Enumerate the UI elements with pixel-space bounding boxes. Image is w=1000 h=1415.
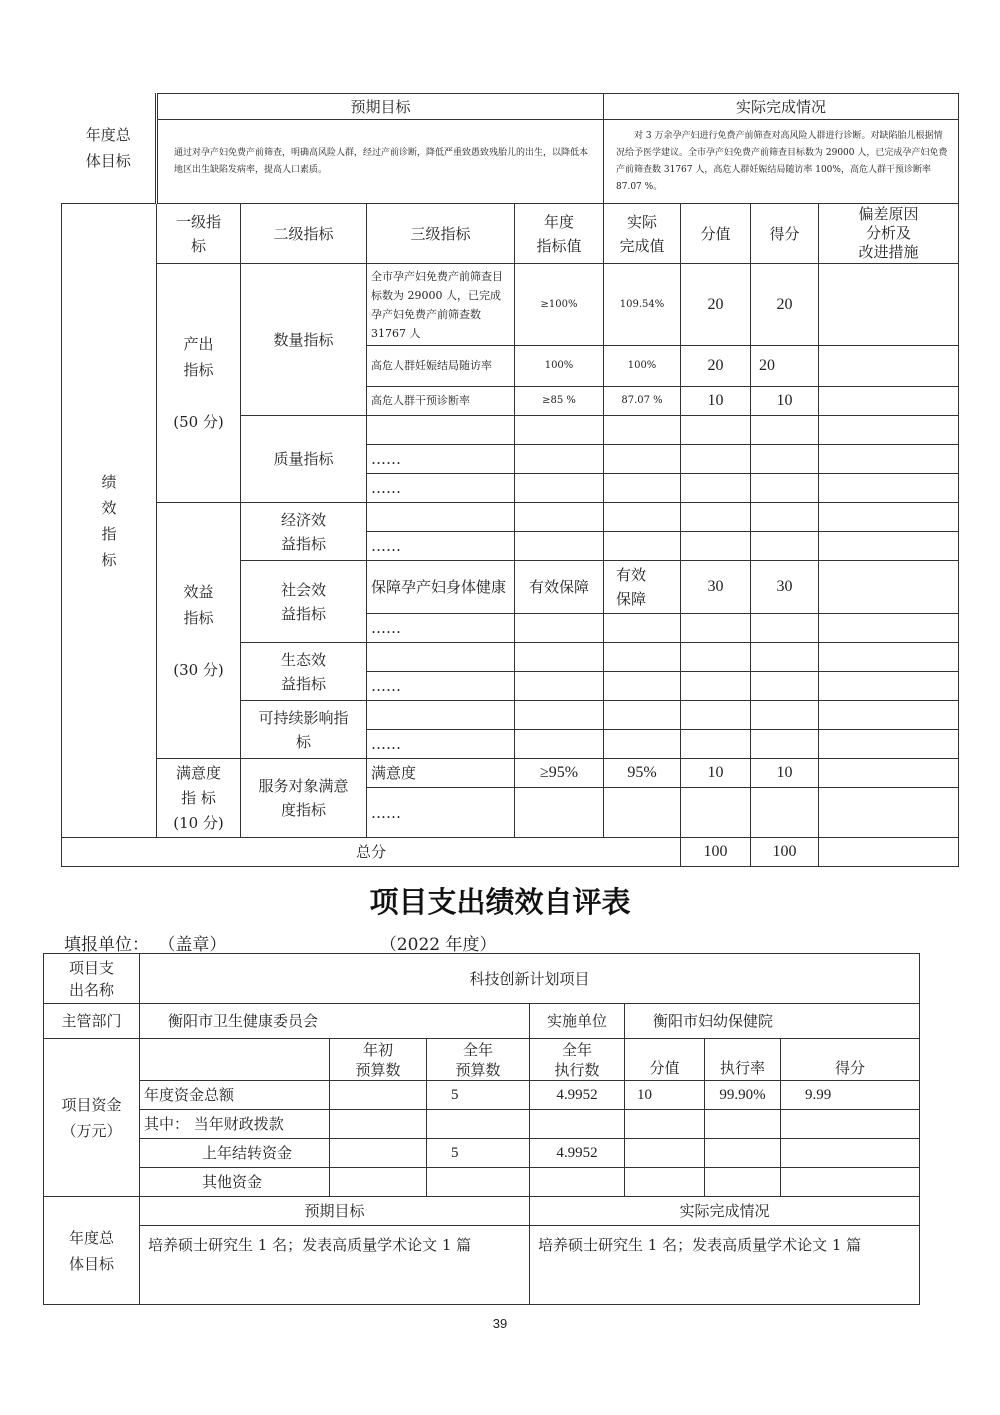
satisfy-score: 10 (681, 759, 751, 788)
row1-actual: 109.54% (604, 264, 681, 346)
total-fund-score: 10 (625, 1081, 705, 1110)
econ-label: 经济效 益指标 (241, 503, 367, 561)
impl-value: 衡阳市妇幼保健院 (625, 1004, 920, 1039)
total-got: 100 (751, 838, 819, 867)
fund-header-got: 得分 (781, 1039, 920, 1081)
header-level3: 三级指标 (367, 204, 515, 264)
satisfy-deviation (819, 759, 959, 788)
carry-annual: 5 (427, 1139, 530, 1168)
t2-goal-label: 年度总 体目标 (44, 1197, 140, 1305)
total-fund-rate: 99.90% (705, 1081, 781, 1110)
satisfy-got: 10 (751, 759, 819, 788)
social-score: 30 (681, 561, 751, 614)
t2-expected-text: 培养硕士研究生 1 名；发表高质量学术论文 1 篇 (140, 1226, 530, 1305)
fund-header-annual: 全年 预算数 (427, 1039, 530, 1081)
t2-actual-header: 实际完成情况 (530, 1197, 920, 1226)
goal-label: 年度总 体目标 (62, 94, 157, 204)
t2-actual-text: 培养硕士研究生 1 名；发表高质量学术论文 1 篇 (530, 1226, 920, 1305)
carry-label: 上年结转资金 (140, 1139, 330, 1168)
social-target: 有效保障 (515, 561, 604, 614)
fund-header-initial: 年初 预算数 (330, 1039, 427, 1081)
project-name-label: 项目支 出名称 (44, 954, 140, 1004)
total-fund-got: 9.99 (781, 1081, 920, 1110)
total-fund-initial (330, 1081, 427, 1110)
quality-label: 质量指标 (241, 416, 367, 503)
fund-header-executed: 全年 执行数 (530, 1039, 625, 1081)
satisfy-ellipsis: …… (367, 788, 515, 838)
sustain-ellipsis: …… (367, 730, 515, 759)
satisfy-indicator: 满意度 (367, 759, 515, 788)
row2-deviation (819, 346, 959, 387)
performance-table (61, 93, 959, 867)
total-label: 总分 (62, 838, 681, 867)
actual-header: 实际完成情况 (604, 94, 959, 120)
social-indicator: 保障孕产妇身体健康 (367, 561, 515, 614)
total-score: 100 (681, 838, 751, 867)
fill-line (64, 930, 496, 955)
carry-executed: 4.9952 (530, 1139, 625, 1168)
fund-header-rate: 执行率 (705, 1039, 781, 1081)
expected-header: 预期目标 (157, 94, 604, 120)
t2-expected-header: 预期目标 (140, 1197, 530, 1226)
header-got: 得分 (751, 204, 819, 264)
row1-indicator: 全市孕产妇免费产前筛查目标数为 29000 人，已完成孕产妇免费产前筛查数 31767 人 (367, 264, 515, 346)
row1-target: ≥100% (515, 264, 604, 346)
form-title: 项目支出绩效自评表 (369, 885, 631, 919)
dept-label: 主管部门 (44, 1004, 140, 1039)
row2-got: 20 (751, 346, 819, 387)
fund-header-score: 分值 (625, 1039, 705, 1081)
header-actual-value: 实际 完成值 (604, 204, 681, 264)
satisfy-group: 满意度 指 标 (10 分) (157, 759, 241, 838)
project-table (43, 953, 920, 1305)
row3-indicator: 高危人群干预诊断率 (367, 387, 515, 416)
total-fund-annual: 5 (427, 1081, 530, 1110)
qty-label: 数量指标 (241, 264, 367, 416)
header-score: 分值 (681, 204, 751, 264)
header-level2: 二级指标 (241, 204, 367, 264)
row2-actual: 100% (604, 346, 681, 387)
impl-label: 实施单位 (530, 1004, 625, 1039)
row3-got: 10 (751, 387, 819, 416)
total-fund-label: 年度资金总额 (140, 1081, 330, 1110)
row2-target: 100% (515, 346, 604, 387)
expected-text: 通过对孕产妇免费产前筛查，明确高风险人群，经过产前诊断，降低严重致愚致残胎儿的出生，以降低本地区出生缺陷发病率，提高人口素质。 (157, 120, 604, 204)
fiscal-label: 其中： 当年财政拨款 (140, 1110, 330, 1139)
actual-text: 对 3 万余孕产妇进行免费产前筛查对高风险人群进行诊断。对缺陷胎儿根据情况给予医学建议。全市孕产妇免费产前筛查目标数为 29000 人，已完成孕产妇免费产前筛查数 31767 人，高危人群妊娠结局随访率 100%，高危人群干预诊断率 87.07 %。 (604, 120, 959, 204)
satisfy-target: ≥95% (515, 759, 604, 788)
row1-score: 20 (681, 264, 751, 346)
header-annual-target: 年度 指标值 (515, 204, 604, 264)
page-number: 39 (492, 1316, 508, 1331)
benefit-group: 效益 指标 (30 分) (157, 503, 241, 759)
social-deviation (819, 561, 959, 614)
quality-ellipsis: …… (367, 445, 515, 474)
row3-score: 10 (681, 387, 751, 416)
satisfy-actual: 95% (604, 759, 681, 788)
output-group: 产出 指标 (50 分) (157, 264, 241, 503)
dept-value: 衡阳市卫生健康委员会 (140, 1004, 530, 1039)
econ-ellipsis: …… (367, 532, 515, 561)
total-deviation (819, 838, 959, 867)
sustain-label: 可持续影响指 标 (241, 701, 367, 759)
fill-year: （2022 年度） (379, 935, 497, 955)
row1-got: 20 (751, 264, 819, 346)
row2-score: 20 (681, 346, 751, 387)
header-level1: 一级指 标 (157, 204, 241, 264)
social-actual: 有效 保障 (604, 561, 681, 614)
service-label: 服务对象满意 度指标 (241, 759, 367, 838)
social-label: 社会效 益指标 (241, 561, 367, 643)
row3-deviation (819, 387, 959, 416)
other-label: 其他资金 (140, 1168, 330, 1197)
eco-label: 生态效 益指标 (241, 643, 367, 701)
quality-ellipsis-2: …… (367, 474, 515, 503)
perf-label: 绩 效 指 标 (62, 204, 157, 838)
fill-seal: （盖章） (158, 935, 227, 955)
fill-unit-label: 填报单位： (64, 935, 149, 955)
fund-label: 项目资金 （万元） (44, 1039, 140, 1197)
social-got: 30 (751, 561, 819, 614)
row3-target: ≥85 % (515, 387, 604, 416)
row1-deviation (819, 264, 959, 346)
social-ellipsis: …… (367, 614, 515, 643)
header-deviation: 偏差原因 分析及 改进措施 (819, 204, 959, 264)
row3-actual: 87.07 % (604, 387, 681, 416)
project-name-value: 科技创新计划项目 (140, 954, 920, 1004)
eco-ellipsis: …… (367, 672, 515, 701)
row2-indicator: 高危人群妊娠结局随访率 (367, 346, 515, 387)
total-fund-executed: 4.9952 (530, 1081, 625, 1110)
